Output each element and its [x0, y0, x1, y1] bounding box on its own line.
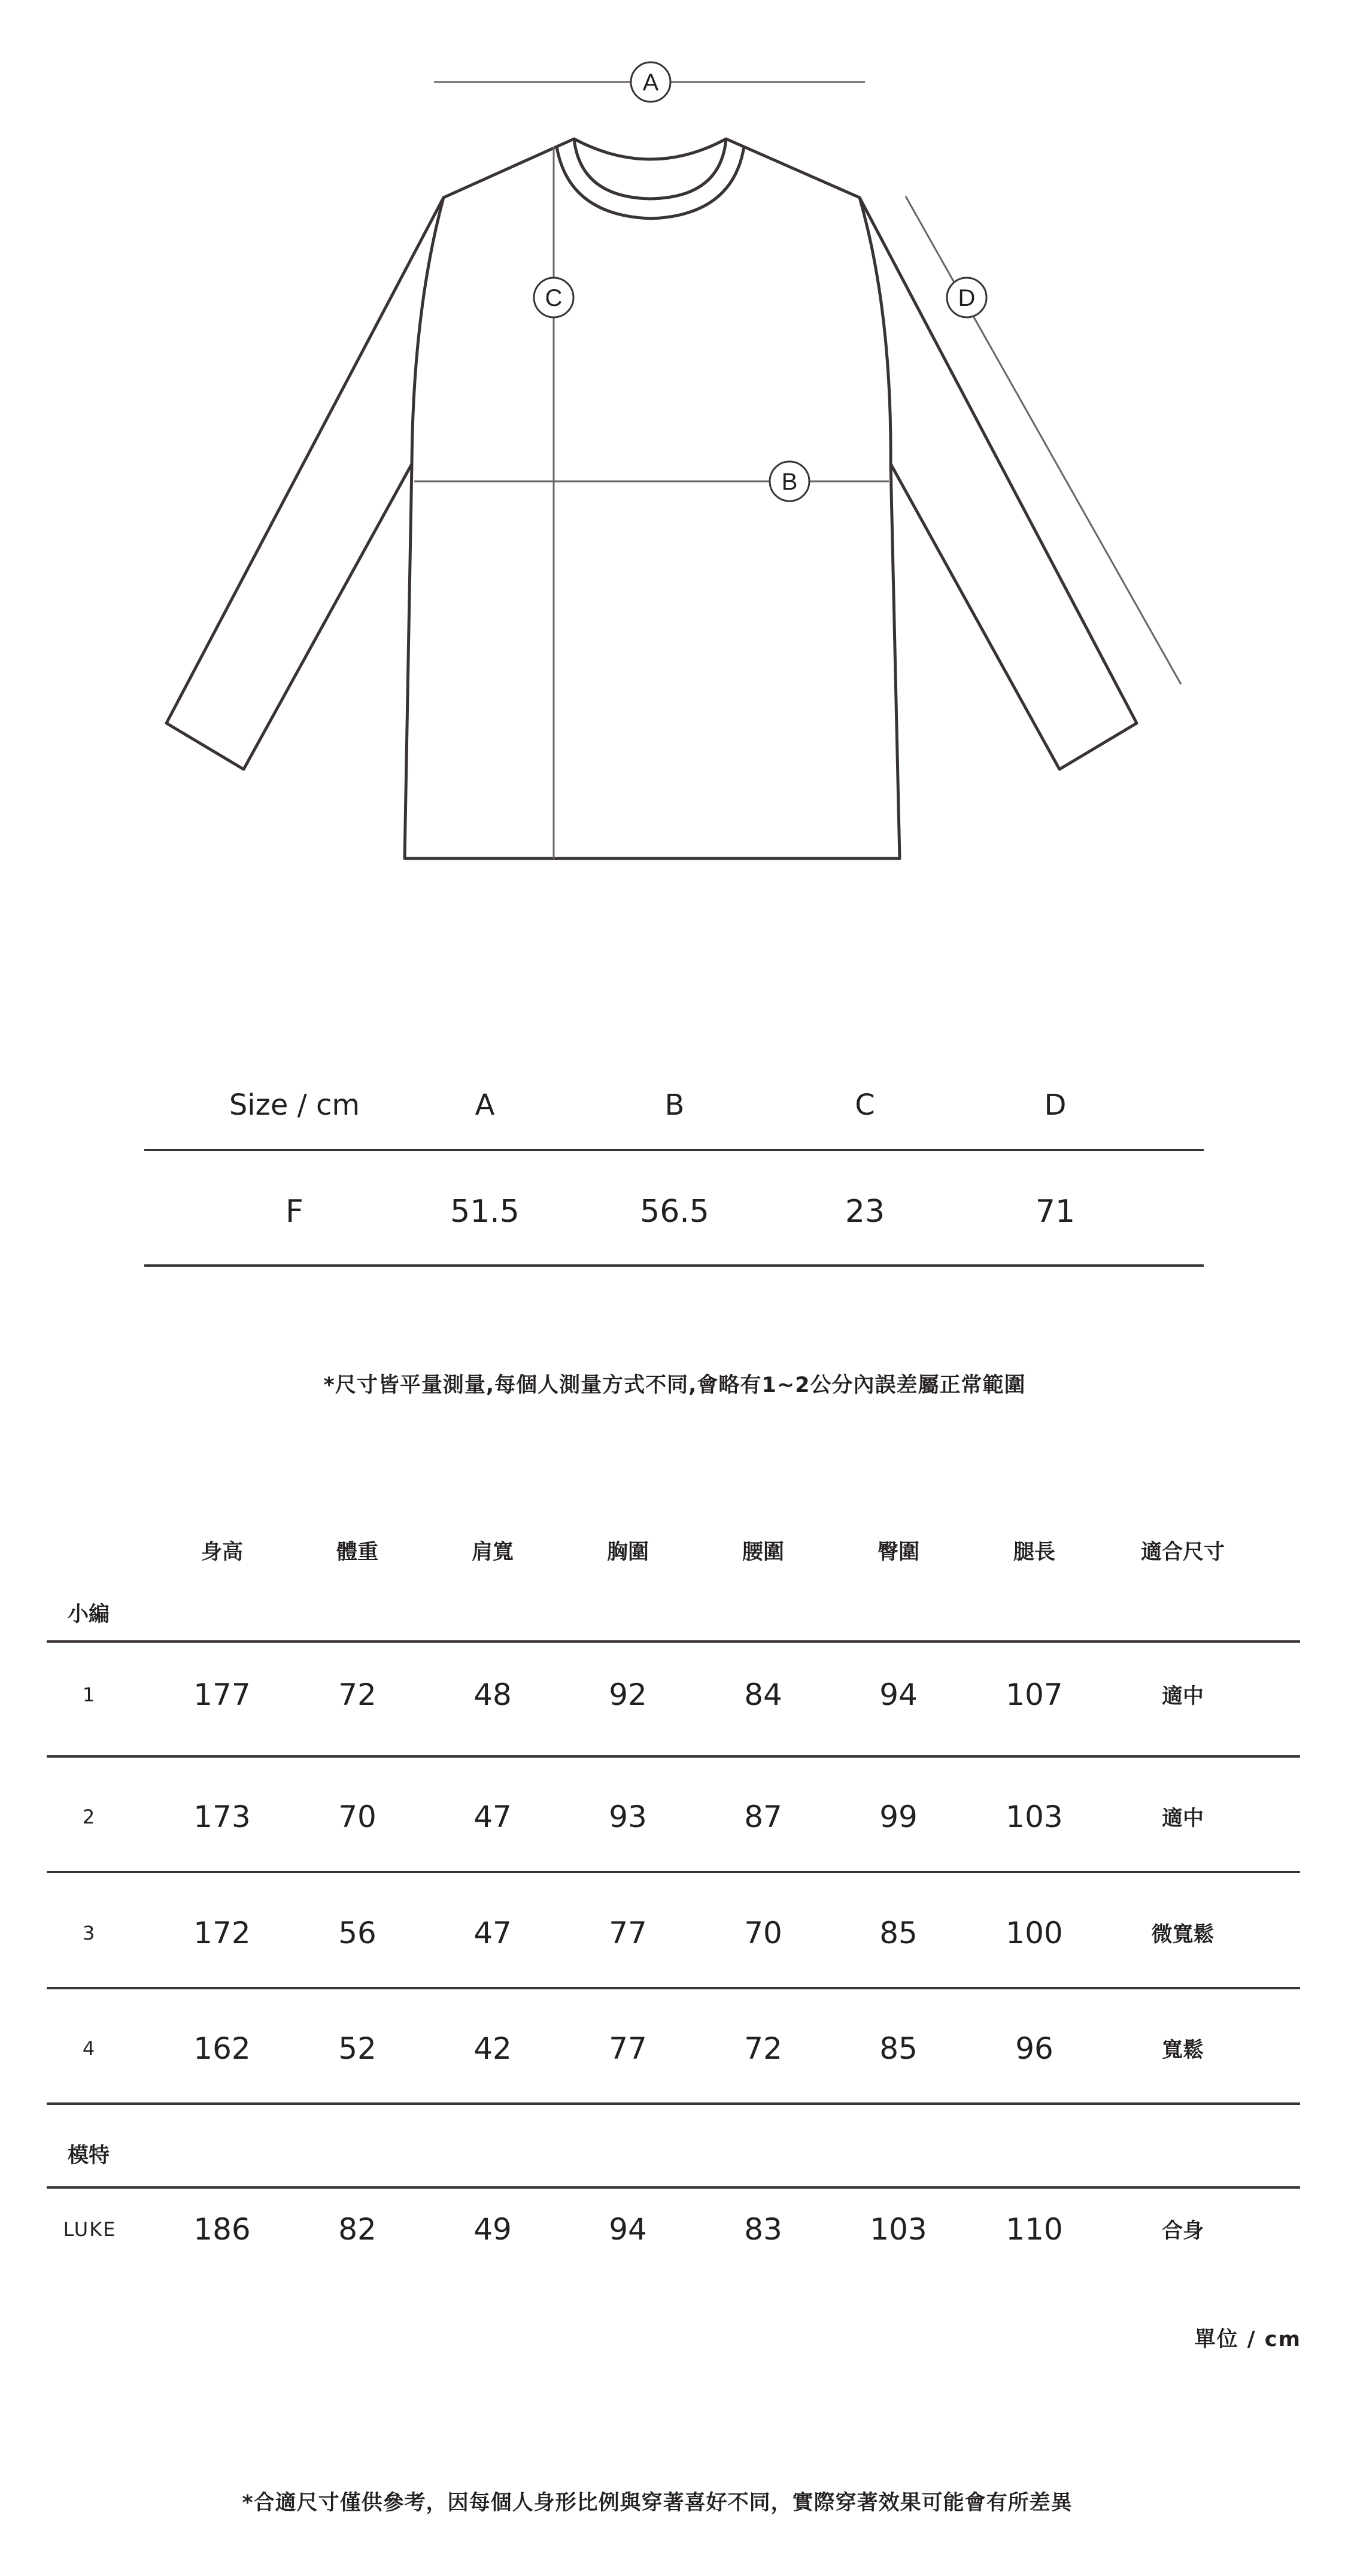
- cell-hip: 99: [879, 1800, 918, 1834]
- row-divider: [47, 1755, 1300, 1758]
- cell-height: 186: [193, 2212, 251, 2247]
- cell-chest: 93: [609, 1800, 647, 1834]
- cell-weight: 72: [338, 1677, 377, 1712]
- sweater-measurement-diagram: [0, 0, 1345, 898]
- cell-chest: 92: [609, 1677, 647, 1712]
- row-id: 2: [82, 1806, 95, 1828]
- cell-waist: 70: [744, 1916, 782, 1950]
- size-header-a: A: [475, 1088, 495, 1122]
- group-label-staff: 小編: [67, 1603, 110, 1627]
- group-label-model: 模特: [67, 2144, 110, 2168]
- cell-waist: 83: [744, 2212, 782, 2247]
- row-divider: [47, 2102, 1300, 2105]
- cell-chest: 77: [609, 1916, 647, 1950]
- row-divider: [47, 1987, 1300, 1989]
- measure-line-d: [906, 196, 1181, 684]
- cell-waist: 84: [744, 1677, 782, 1712]
- label-d: D: [958, 285, 976, 311]
- row-divider: [47, 1640, 1300, 1643]
- size-table-divider: [144, 1149, 1204, 1151]
- cell-shoulder: 47: [473, 1800, 512, 1834]
- cell-waist: 87: [744, 1800, 782, 1834]
- row-divider: [47, 1871, 1300, 1873]
- cell-leg: 110: [1006, 2212, 1063, 2247]
- row-divider: [47, 2186, 1300, 2189]
- label-a: A: [642, 69, 659, 96]
- size-header-b: B: [664, 1088, 685, 1122]
- cell-shoulder: 47: [473, 1916, 512, 1950]
- cell-chest: 77: [609, 2031, 647, 2066]
- cell-height: 177: [193, 1677, 251, 1712]
- sweater-outline: [166, 139, 1137, 858]
- col-header-leg: 腿長: [1013, 1540, 1056, 1564]
- row-id: 3: [82, 1922, 95, 1944]
- cell-fit: 適中: [1161, 1685, 1204, 1709]
- size-value: 71: [1035, 1194, 1076, 1230]
- col-header-fit: 適合尺寸: [1140, 1540, 1225, 1564]
- cell-hip: 85: [879, 1916, 918, 1950]
- cell-height: 162: [193, 2031, 251, 2066]
- cell-shoulder: 49: [473, 2212, 512, 2247]
- label-b: B: [781, 469, 798, 495]
- cell-shoulder: 48: [473, 1677, 512, 1712]
- cell-fit: 寬鬆: [1161, 2038, 1204, 2062]
- cell-weight: 56: [338, 1916, 377, 1950]
- size-header-c: C: [855, 1088, 875, 1122]
- cell-weight: 70: [338, 1800, 377, 1834]
- cell-waist: 72: [744, 2031, 782, 2066]
- size-value: 51.5: [450, 1194, 520, 1230]
- cell-leg: 100: [1006, 1916, 1063, 1950]
- col-header-waist: 腰圍: [742, 1540, 785, 1564]
- cell-shoulder: 42: [473, 2031, 512, 2066]
- cell-hip: 94: [879, 1677, 918, 1712]
- col-header-hip: 臀圍: [877, 1540, 920, 1564]
- cell-weight: 52: [338, 2031, 377, 2066]
- cell-fit: 微寬鬆: [1151, 1923, 1215, 1947]
- col-header-weight: 體重: [336, 1540, 379, 1564]
- size-value: 23: [845, 1194, 885, 1230]
- label-c: C: [545, 285, 563, 311]
- cell-leg: 107: [1006, 1677, 1063, 1712]
- cell-height: 172: [193, 1916, 251, 1950]
- cell-fit: 適中: [1161, 1807, 1204, 1831]
- cell-leg: 96: [1015, 2031, 1053, 2066]
- size-header-size: Size / cm: [229, 1088, 360, 1122]
- row-id: 1: [82, 1683, 95, 1706]
- fit-disclaimer: *合適尺寸僅供參考，因每個人身形比例與穿著喜好不同，實際穿著效果可能會有所差異: [242, 2491, 1073, 2515]
- size-table-bottom-rule: [144, 1264, 1204, 1267]
- cell-hip: 103: [870, 2212, 927, 2247]
- col-header-chest: 胸圍: [606, 1540, 649, 1564]
- cell-chest: 94: [609, 2212, 647, 2247]
- row-id: 4: [82, 2037, 95, 2060]
- cell-hip: 85: [879, 2031, 918, 2066]
- cell-leg: 103: [1006, 1800, 1063, 1834]
- cell-height: 173: [193, 1800, 251, 1834]
- row-id: LUKE: [63, 2218, 117, 2241]
- size-value: F: [286, 1194, 303, 1230]
- size-value: 56.5: [640, 1194, 709, 1230]
- cell-weight: 82: [338, 2212, 377, 2247]
- cell-fit: 合身: [1161, 2219, 1204, 2243]
- col-header-height: 身高: [201, 1540, 244, 1564]
- size-header-d: D: [1044, 1088, 1067, 1122]
- measurement-note: *尺寸皆平量測量,每個人測量方式不同,會略有1~2公分內誤差屬正常範圍: [323, 1373, 1026, 1397]
- unit-label: 單位 / cm: [1194, 2328, 1301, 2352]
- col-header-shoulder: 肩寬: [471, 1540, 514, 1564]
